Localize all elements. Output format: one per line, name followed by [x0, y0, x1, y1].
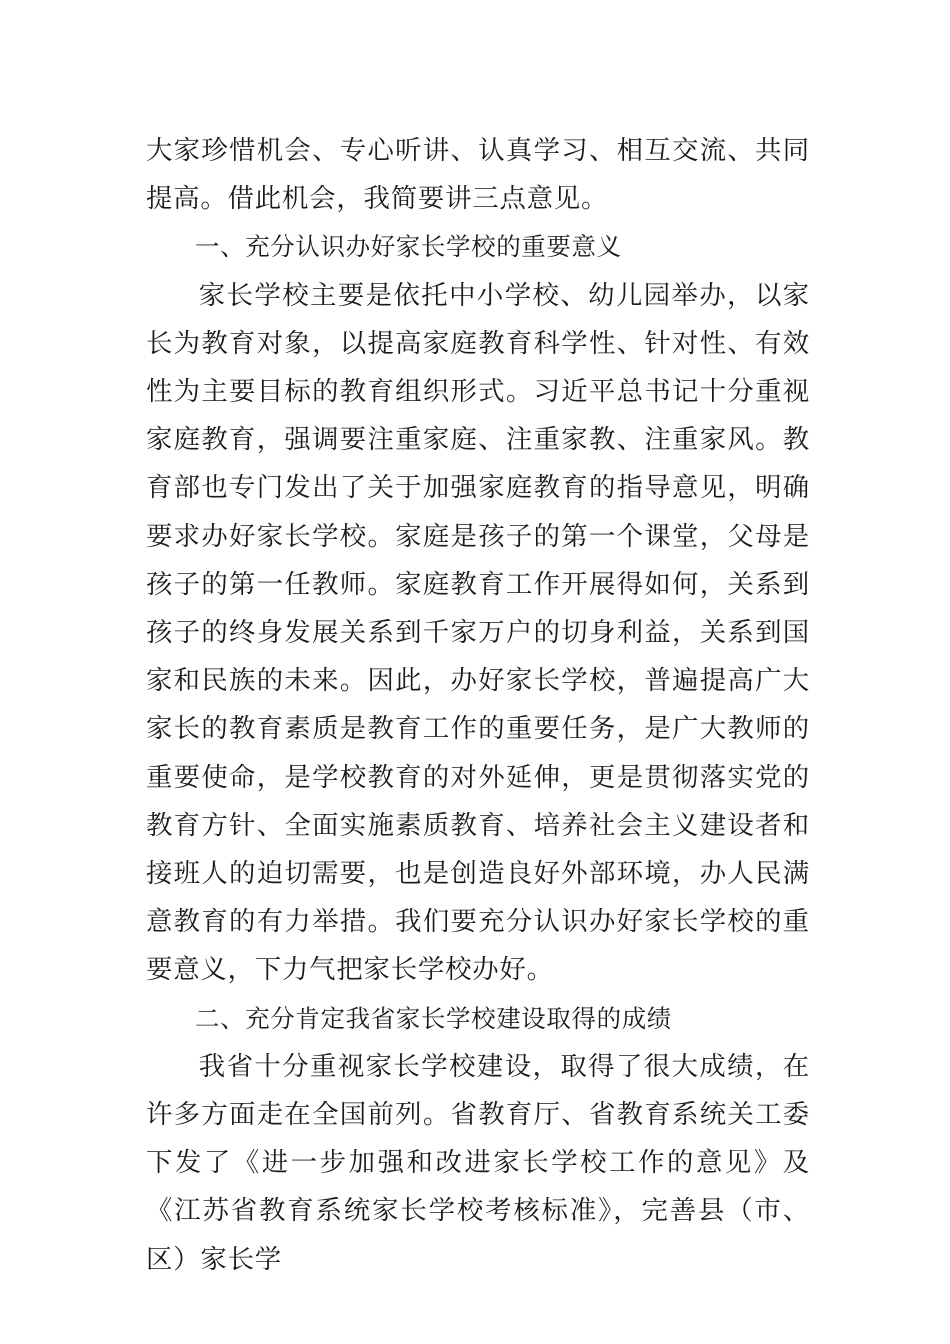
section-heading-2: 二、充分肯定我省家长学校建设取得的成绩	[195, 1003, 672, 1033]
paragraph-continued: 大家珍惜机会、专心听讲、认真学习、相互交流、共同提高。借此机会，我简要讲三点意见。	[146, 135, 810, 215]
section-heading-1: 一、充分认识办好家长学校的重要意义	[195, 232, 622, 262]
document-body	[146, 127, 810, 1284]
paragraph-body-2: 我省十分重视家长学校建设，取得了很大成绩，在许多方面走在全国前列。省教育厅、省教育系统关工委下发了《进一步加强和改进家长学校工作的意见》及《江苏省教育系统家长学校考核标准》，完善县（市、区）家长学	[146, 1050, 810, 1275]
paragraph-body-1: 家长学校主要是依托中小学校、幼儿园举办，以家长为教育对象，以提高家庭教育科学性、针对性、有效性为主要目标的教育组织形式。习近平总书记十分重视家庭教育，强调要注重家庭、注重家教、注重家风。教育部也专门发出了关于加强家庭教育的指导意见，明确要求办好家长学校。家庭是孩子的第一个课堂，父母是孩子的第一任教师。家庭教育工作开展得如何，关系到孩子的终身发展关系到千家万户的切身利益，关系到国家和民族的未来。因此，办好家长学校，普遍提高广大家长的教育素质是教育工作的重要任务，是广大教师的重要使命，是学校教育的对外延伸，更是贯彻落实党的教育方针、全面实施素质教育、培养社会主义建设者和接班人的迫切需要，也是创造良好外部环境，办人民满意教育的有力举措。我们要充分认识办好家长学校的重要意义，下力气把家长学校办好。	[146, 279, 810, 986]
